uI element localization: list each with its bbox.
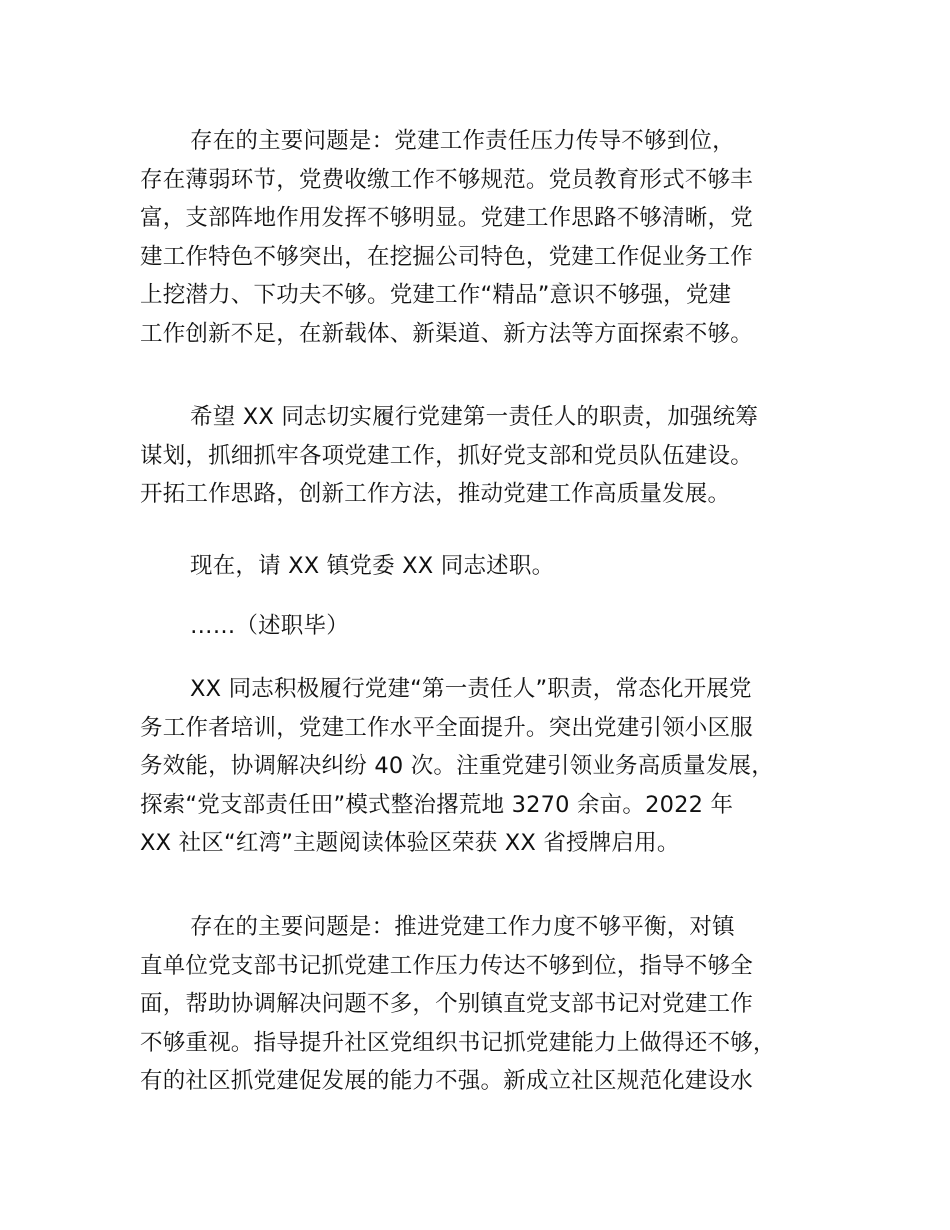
paragraph-issues-2	[140, 908, 840, 1101]
text-line: 存在薄弱环节，党费收缴工作不够规范。党员教育形式不够丰	[140, 166, 753, 193]
text-line: XX 社区“红湾”主题阅读体验区荣获 XX 省授牌启用。	[140, 830, 680, 856]
text-line: 谋划，抓细抓牢各项党建工作，抓好党支部和党员队伍建设。	[140, 442, 753, 469]
text-line: XX 同志积极履行党建“第一责任人”职责，常态化开展党	[190, 676, 752, 702]
text-line: 希望 XX 同志切实履行党建第一责任人的职责，加强统筹	[190, 404, 759, 430]
text-line: 建工作特色不够突出，在挖掘公司特色，党建工作促业务工作	[140, 243, 753, 270]
text-line: 直单位党支部书记抓党建工作压力传达不够到位，指导不够全	[140, 952, 753, 979]
text-line: 存在的主要问题是：推进党建工作力度不够平衡，对镇	[190, 914, 735, 940]
paragraph-achievements	[140, 670, 840, 863]
paragraph-report-end	[140, 607, 840, 646]
text-line: 不够重视。指导提升社区党组织书记抓党建能力上做得还不够，	[140, 1029, 776, 1056]
text-line: 务效能，协调解决纠纷 40 次。注重党建引领业务高质量发展，	[140, 753, 774, 779]
text-line: 探索“党支部责任田”模式整治撂荒地 3270 余亩。2022 年	[140, 791, 734, 818]
text-line: 现在，请 XX 镇党委 XX 同志述职。	[190, 553, 555, 579]
text-line: 存在的主要问题是：党建工作责任压力传导不够到位，	[190, 128, 735, 154]
paragraph-hope	[140, 398, 840, 514]
text-line: 工作创新不足，在新载体、新渠道、新方法等方面探索不够。	[140, 320, 753, 347]
text-line: 务工作者培训，党建工作水平全面提升。突出党建引领小区服	[140, 714, 753, 741]
text-line: ……（述职毕）	[190, 613, 349, 639]
text-line: 有的社区抓党建促发展的能力不强。新成立社区规范化建设水	[140, 1068, 753, 1094]
text-line: 开拓工作思路，创新工作方法，推动党建工作高质量发展。	[140, 481, 731, 507]
text-line: 上挖潜力、下功夫不够。党建工作“精品”意识不够强，党建	[140, 282, 732, 308]
paragraph-issues-1	[140, 122, 840, 353]
text-line: 富，支部阵地作用发挥不够明显。党建工作思路不够清晰，党	[140, 205, 753, 231]
paragraph-invite	[140, 547, 840, 586]
text-line: 面，帮助协调解决问题不多，个别镇直党支部书记对党建工作	[140, 991, 753, 1017]
